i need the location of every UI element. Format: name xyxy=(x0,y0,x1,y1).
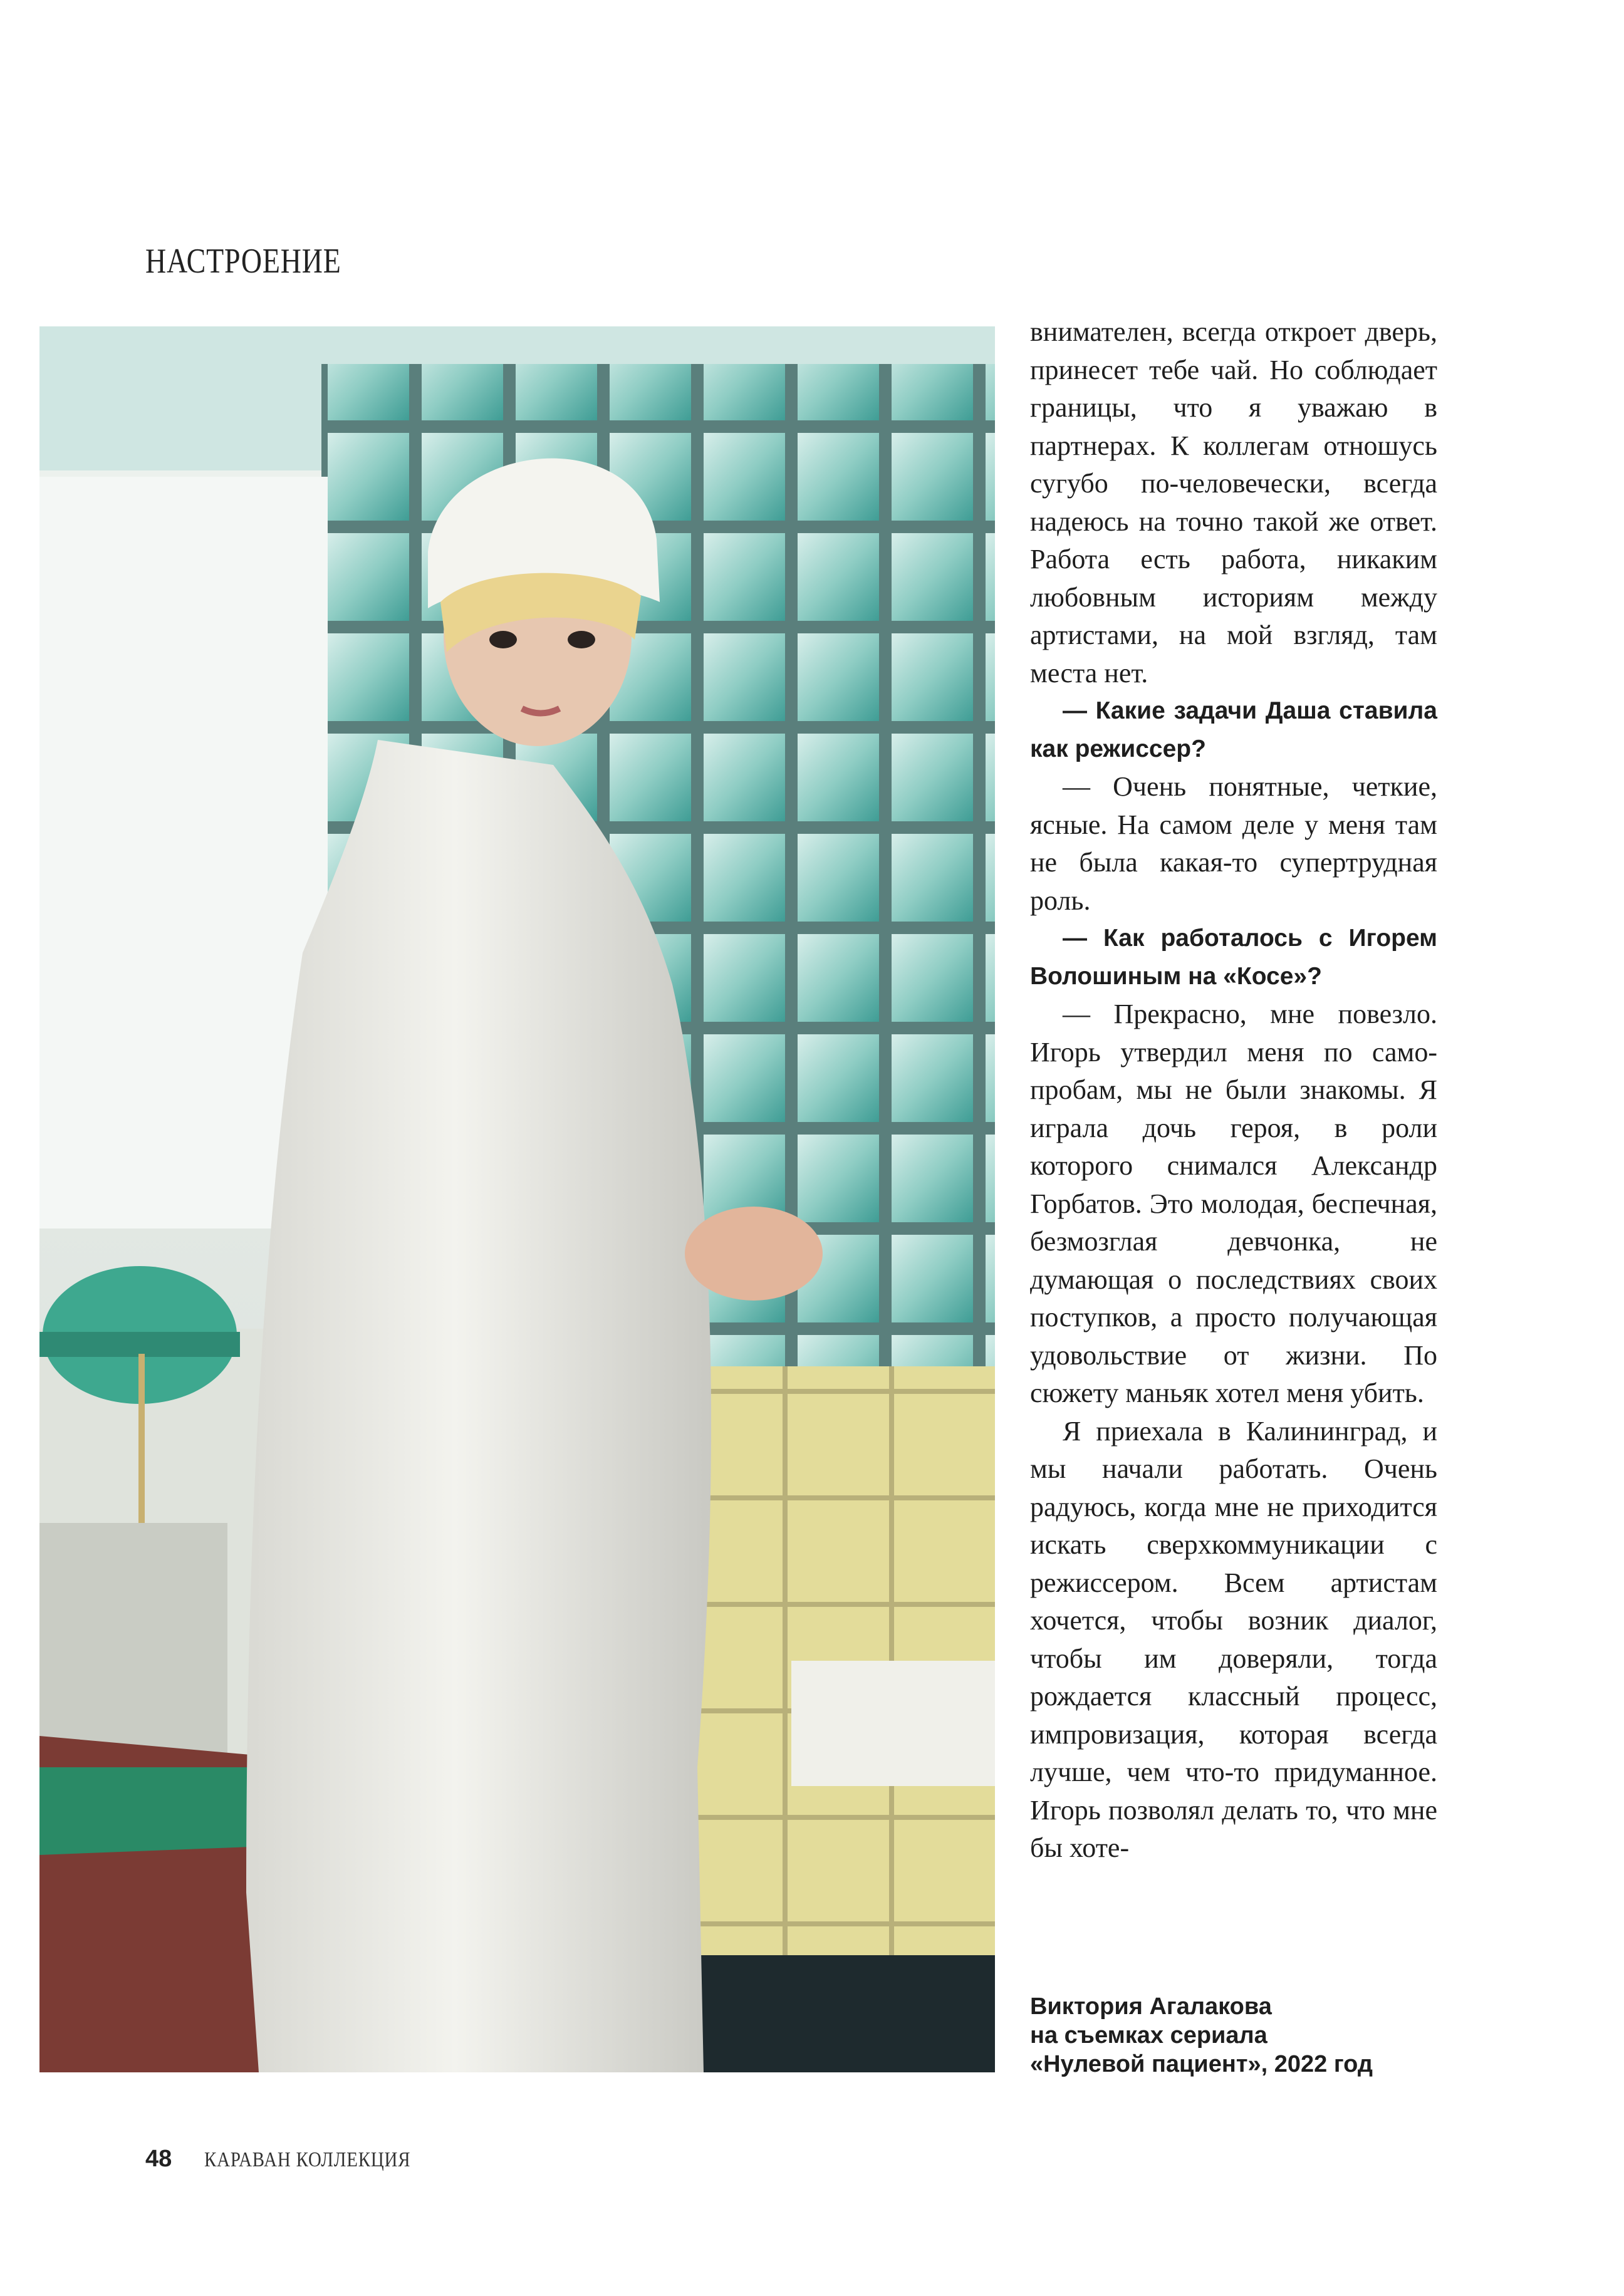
section-title: НАСТРОЕНИЕ xyxy=(145,242,341,281)
article-paragraph: — Очень понятные, четкие, ясные. На самом деле у меня там не была какая-то супертрудная роль. xyxy=(1030,771,1437,916)
page-footer xyxy=(145,2146,447,2173)
article-paragraph: — Прекрасно, мне повезло. Игорь утвердил меня по самопробам, мы не были знакомы. Я играла дочь героя, в роли которого снимался Александр Горбатов. Это молодая, беспечная, безмозглая девчонка, не думающая о последствиях своих поступков, а просто получающая удовольствие от жизни. По сюжету маньяк хотел меня убить. xyxy=(1030,999,1437,1408)
interview-question: — Как работалось с Игорем Волошиным на «Косе»? xyxy=(1030,925,1437,990)
interview-question: — Какие задачи Даша ставила как режиссер? xyxy=(1030,697,1437,762)
caption-line: Виктория Агалакова xyxy=(1030,1993,1272,2020)
hands xyxy=(685,1207,823,1301)
article-paragraph: внимателен, всегда откроет дверь, принесет тебе чай. Но соблюдает границы, что я уважаю в партнерах. К коллегам отношусь сугубо по-человечески, всегда надеюсь на точно такой же ответ. Работа есть работа, никаким любовным историям между артистами, на мой взгляд, там места нет. xyxy=(1030,316,1437,688)
white-coat-figure xyxy=(246,740,711,2072)
page-number: 48 xyxy=(145,2146,172,2172)
article-photo xyxy=(39,326,995,2072)
article-paragraph: Я приехала в Калининград, и мы начали работать. Очень радуюсь, когда мне не приходится искать сверхкоммуникации с режиссером. Всем артистам хочется, чтобы возник диалог, чтобы им доверяли, тогда рождается классный процесс, импровизация, которая всегда лучше, чем что-то придуманное. Игорь позволял делать то, что мне бы хоте- xyxy=(1030,1415,1437,1863)
side-table xyxy=(791,1661,995,1786)
caption-line: на съемках сериала xyxy=(1030,2022,1267,2049)
caption-line: «Нулевой пациент», 2022 год xyxy=(1030,2051,1373,2077)
publication-name: КАРАВАН КОЛЛЕКЦИЯ xyxy=(204,2148,411,2171)
photo-illustration xyxy=(39,326,995,2072)
photo-caption xyxy=(1030,1992,1469,2079)
article-body xyxy=(1030,313,1437,1867)
